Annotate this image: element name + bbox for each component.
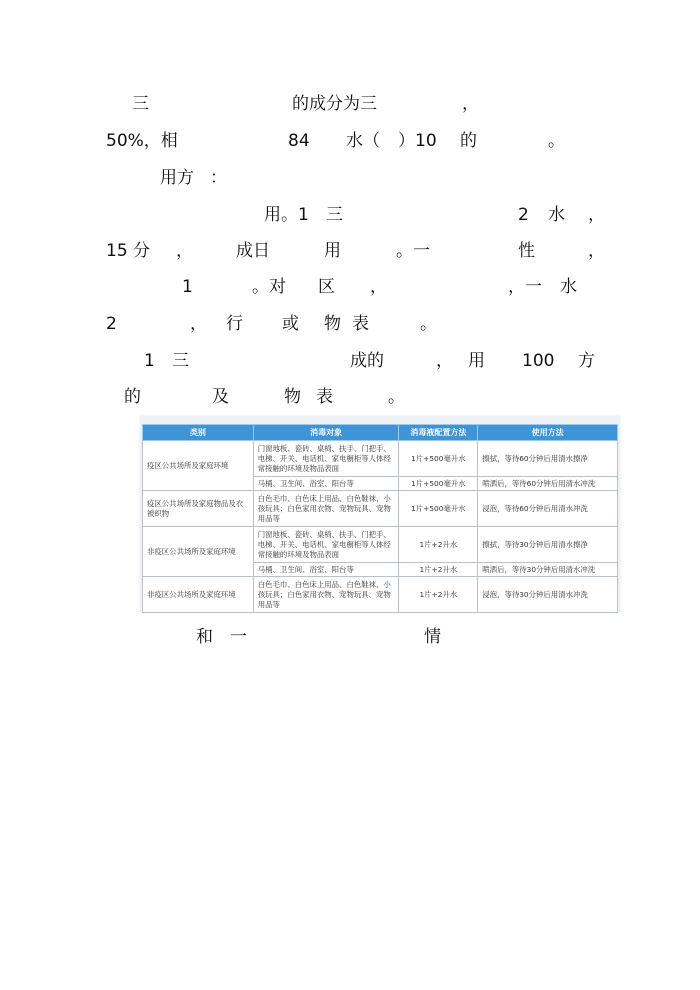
text-fragment: 及 bbox=[212, 387, 229, 407]
cell-usage: 浸泡，等待30分钟后用清水冲洗 bbox=[478, 577, 618, 613]
cell-object: 白色毛巾、白色床上用品、白色鞋袜、小孩玩具；白色家用衣物、宠物玩具、宠物用品等 bbox=[253, 577, 399, 613]
column-header-mix: 消毒液配置方法 bbox=[399, 425, 478, 441]
text-fragment: 2 bbox=[518, 205, 529, 225]
text-fragment: 1 bbox=[144, 351, 155, 371]
text-fragment: 和 bbox=[196, 627, 213, 647]
text-fragment: 区 bbox=[318, 277, 335, 297]
text-fragment: ， bbox=[190, 314, 207, 334]
text-fragment: ， bbox=[436, 351, 453, 371]
text-fragment: 50%，相 bbox=[106, 131, 178, 151]
text-fragment: 性 bbox=[518, 241, 535, 261]
text-fragment: 表 bbox=[352, 314, 369, 334]
text-fragment: 。 bbox=[388, 387, 405, 407]
text-fragment: 或 bbox=[282, 314, 299, 334]
text-fragment: ： bbox=[210, 168, 227, 188]
text-fragment: 物 bbox=[324, 314, 341, 334]
disinfection-table bbox=[142, 424, 618, 613]
cell-category: 非疫区公共场所及家庭环境 bbox=[143, 577, 254, 613]
text-fragment: 三 bbox=[132, 94, 149, 114]
text-fragment: ， bbox=[176, 241, 193, 261]
text-fragment: 三 bbox=[326, 205, 343, 225]
cell-mix: 1片+500毫升水 bbox=[399, 441, 478, 477]
cell-category: 疫区公共场所及家庭物品及衣被织物 bbox=[143, 491, 254, 527]
cell-object: 门窗地板、瓷砖、桌椅、扶手、门把手、电梯、开关、电话机、家电橱柜等人体经常接触的环境及物品表面 bbox=[253, 441, 399, 477]
text-fragment: 。对 bbox=[252, 277, 286, 297]
text-fragment: 用。1 bbox=[264, 205, 309, 225]
disinfection-table-figure bbox=[140, 416, 620, 612]
text-fragment: 情 bbox=[424, 627, 441, 647]
text-fragment: 。 bbox=[420, 314, 437, 334]
text-fragment: ， bbox=[588, 241, 605, 261]
cell-object: 门窗地板、瓷砖、桌椅、扶手、门把手、电梯、开关、电话机、家电橱柜等人体经常接触的环境及物品表面 bbox=[253, 527, 399, 563]
cell-object: 马桶、卫生间、浴室、阳台等 bbox=[253, 477, 399, 491]
text-fragment: 一 bbox=[230, 627, 247, 647]
text-fragment: 。 bbox=[548, 131, 565, 151]
text-fragment: 水 bbox=[548, 205, 565, 225]
text-fragment: 水 bbox=[560, 277, 577, 297]
text-fragment: 2 bbox=[106, 314, 117, 334]
text-fragment: 物 bbox=[284, 387, 301, 407]
text-fragment: 方 bbox=[578, 351, 595, 371]
cell-usage: 喷洒后，等待60分钟后用清水冲洗 bbox=[478, 477, 618, 491]
text-fragment: 用方 bbox=[160, 168, 194, 188]
text-fragment: 。一 bbox=[396, 241, 430, 261]
text-fragment: 行 bbox=[226, 314, 243, 334]
cell-mix: 1片+2升水 bbox=[399, 577, 478, 613]
text-fragment: ，一 bbox=[508, 277, 542, 297]
text-fragment: 100 bbox=[522, 351, 555, 371]
text-fragment: ， bbox=[370, 277, 387, 297]
text-fragment: 用 bbox=[324, 241, 341, 261]
text-fragment: 表 bbox=[316, 387, 333, 407]
cell-mix: 1片+2升水 bbox=[399, 563, 478, 577]
table-row bbox=[143, 577, 618, 613]
cell-usage: 擦拭，等待60分钟后用清水擦净 bbox=[478, 441, 618, 477]
text-fragment: ， bbox=[588, 205, 605, 225]
text-fragment: 的 bbox=[124, 387, 141, 407]
table-row bbox=[143, 441, 618, 477]
table-row bbox=[143, 527, 618, 563]
text-fragment: 成日 bbox=[236, 241, 270, 261]
cell-usage: 喷洒后，等待30分钟后用清水冲洗 bbox=[478, 563, 618, 577]
cell-usage: 擦拭，等待30分钟后用清水擦净 bbox=[478, 527, 618, 563]
text-fragment: 的成分为三 bbox=[292, 94, 377, 114]
text-fragment: 84 bbox=[288, 131, 310, 151]
column-header-usage: 使用方法 bbox=[478, 425, 618, 441]
text-fragment: 15 分 bbox=[106, 241, 151, 261]
column-header-category: 类别 bbox=[143, 425, 254, 441]
cell-category: 非疫区公共场所及家庭环境 bbox=[143, 527, 254, 577]
text-fragment: ， bbox=[462, 94, 479, 114]
cell-usage: 浸泡，等待60分钟后用清水冲洗 bbox=[478, 491, 618, 527]
table-header-row bbox=[143, 425, 618, 441]
text-fragment: ）10 bbox=[398, 131, 437, 151]
text-fragment: 水（ bbox=[346, 131, 380, 151]
text-fragment: 成的 bbox=[350, 351, 384, 371]
text-fragment: 用 bbox=[468, 351, 485, 371]
cell-object: 马桶、卫生间、浴室、阳台等 bbox=[253, 563, 399, 577]
text-fragment: 三 bbox=[172, 351, 189, 371]
cell-mix: 1片+500毫升水 bbox=[399, 491, 478, 527]
column-header-object: 消毒对象 bbox=[253, 425, 399, 441]
cell-category: 疫区公共场所及家庭环境 bbox=[143, 441, 254, 491]
cell-mix: 1片+2升水 bbox=[399, 527, 478, 563]
text-fragment: 1 bbox=[182, 277, 193, 297]
cell-object: 白色毛巾、白色床上用品、白色鞋袜、小孩玩具；白色家用衣物、宠物玩具、宠物用品等 bbox=[253, 491, 399, 527]
table-row bbox=[143, 491, 618, 527]
cell-mix: 1片+500毫升水 bbox=[399, 477, 478, 491]
text-fragment: 的 bbox=[460, 131, 477, 151]
